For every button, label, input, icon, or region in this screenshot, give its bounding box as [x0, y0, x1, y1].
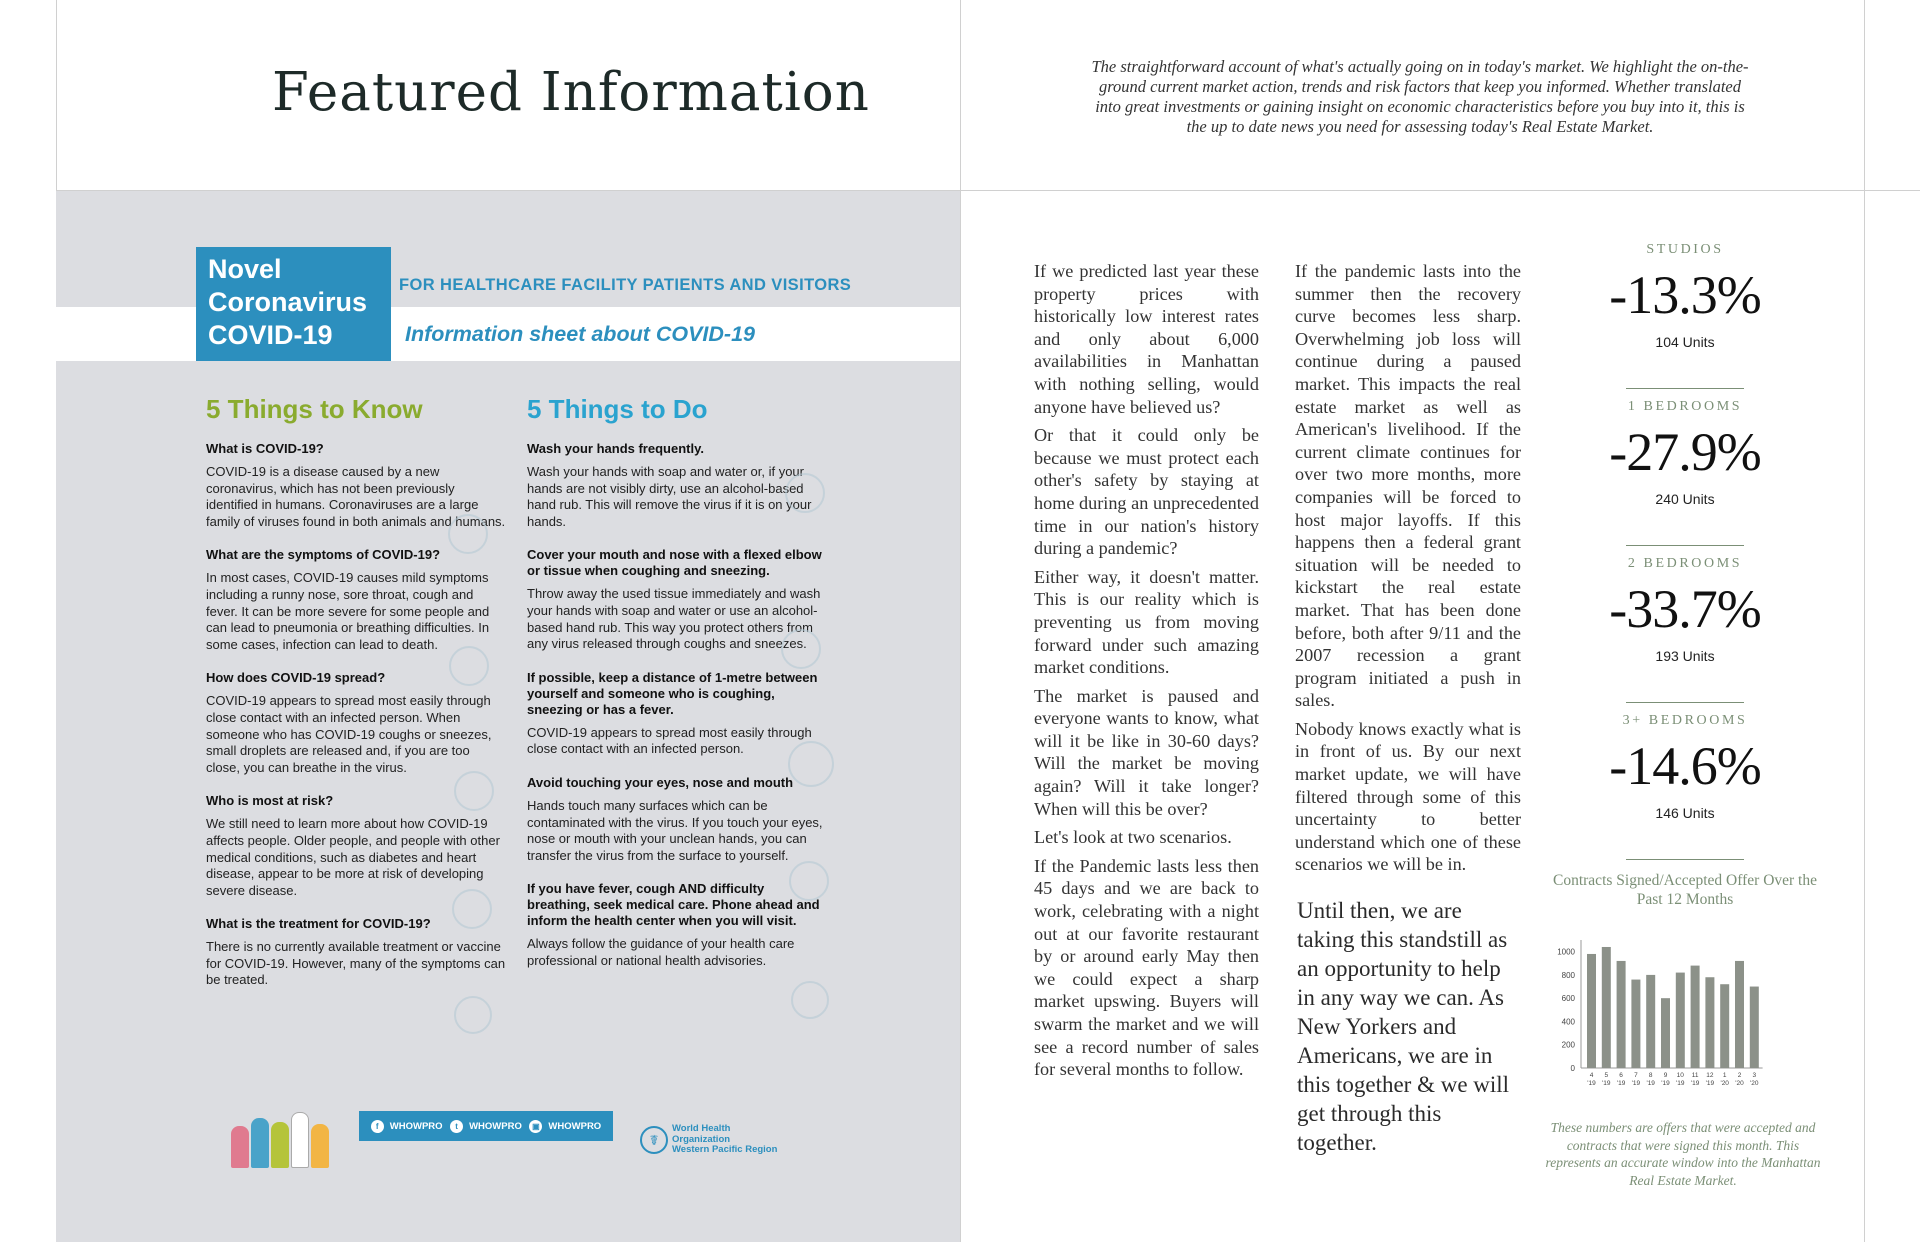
know-answer: There is no currently available treatment or vaccine for COVID-19. However, many of the symptoms can be treated. — [206, 939, 506, 988]
facebook-icon: f — [371, 1120, 384, 1133]
x-tick-year: '19 — [1705, 1080, 1715, 1087]
do-detail: Throw away the used tissue immediately and wash your hands with soap and water or use an alcohol-based hand rub. This way you protect others from any virus released through coughs and sneezes. — [527, 586, 821, 652]
do-heading: 5 Things to Do — [527, 394, 708, 424]
x-tick-month: 1 — [1722, 1072, 1727, 1079]
do-detail: Always follow the guidance of your health care professional or national health advisories. — [527, 936, 795, 968]
stat-studios — [1600, 238, 1770, 395]
person-figure — [251, 1118, 269, 1168]
stat-label: 1 BEDROOMS — [1627, 399, 1743, 414]
chart-bar — [1661, 998, 1670, 1068]
know-question: What are the symptoms of COVID-19? — [206, 547, 441, 563]
x-tick-month: 8 — [1648, 1072, 1653, 1079]
thermometer-icon — [449, 646, 489, 686]
know-answer: In most cases, COVID-19 causes mild symptoms including a runny nose, sore throat, cough and fever. It can be more severe for some people and can lead to pneumonia or breathing difficulties. In some cases, infection can lead to death. — [206, 570, 490, 652]
article-column-2 — [1295, 260, 1521, 882]
x-tick-year: '20 — [1750, 1080, 1759, 1087]
instagram-icon: ▣ — [529, 1120, 542, 1133]
stat-value: -27.9% — [1609, 422, 1761, 482]
who-region: Western Pacific Region — [672, 1144, 778, 1155]
x-tick-month: 2 — [1737, 1072, 1742, 1079]
article-paragraph: Or that it could only be because we must protect each other's safety by staying at home during an unprecedented time in our nation's history during a pandemic? — [1034, 425, 1259, 559]
stat-value: -14.6% — [1609, 736, 1761, 796]
y-tick-label: 600 — [1561, 994, 1575, 1004]
stat-divider — [1626, 702, 1744, 703]
social-bar — [359, 1111, 613, 1141]
do-detail: Hands touch many surfaces which can be contaminated with the virus. If you touch your eyes, nose or mouth with your unclean hands, you can transfer the virus from the surface to yourself. — [527, 797, 823, 863]
virus-icon — [448, 514, 488, 554]
flyer-title-line: Coronavirus — [208, 287, 368, 317]
x-tick-year: '19 — [1676, 1080, 1685, 1087]
person-figure — [291, 1112, 309, 1168]
stat-label: STUDIOS — [1646, 242, 1724, 257]
stat-2-bedrooms — [1600, 552, 1770, 709]
article-paragraph: If the Pandemic lasts less then 45 days and we are back to work, celebrating with a night out at our favorite restaurant by or around early May then we could expect a sharp market upswing. Buyers will swarm the market and we will see a record number of sales for several months to follow. — [1034, 855, 1259, 1080]
covid-flyer — [56, 191, 960, 1242]
know-question: How does COVID-19 spread? — [206, 670, 386, 686]
y-tick-label: 800 — [1561, 970, 1575, 980]
chart-bar — [1735, 961, 1744, 1068]
do-instruction: Cover your mouth and nose with a flexed elbow or tissue when coughing and sneezing. — [527, 547, 822, 579]
flyer-title-line: Novel — [208, 254, 282, 284]
y-tick-label: 400 — [1561, 1017, 1575, 1027]
x-tick-month: 5 — [1604, 1072, 1609, 1079]
stat-units: 240 Units — [1655, 491, 1715, 507]
x-tick-month: 11 — [1691, 1072, 1699, 1079]
article-paragraph: If we predicted last year these property prices with historically low interest rates and only about 6,000 availabilities in Manhattan with nothing selling, would anyone have believed us? — [1034, 261, 1259, 417]
who-emblem-icon: ☤ — [640, 1126, 668, 1154]
intro-text: The straightforward account of what's actually going on in today's market. We highlight the on-the-ground current market action, trends and risk factors that keep you informed. Whether translated into great investments or gaining insight on economic characteristics before you buy into it, this is the up to date news you need for assessing today's Real Estate Market. — [1091, 57, 1749, 136]
do-detail: Wash your hands with soap and water or, if your hands are not visibly dirty, use an alcohol-based hand rub. This will remove the virus if it is on your hands. — [527, 464, 812, 529]
article-paragraph: Let's look at two scenarios. — [1034, 827, 1232, 848]
article-column-1 — [1034, 260, 1259, 1087]
elderly-icon — [452, 889, 492, 929]
x-tick-year: '19 — [1616, 1080, 1626, 1087]
x-tick-year: '19 — [1631, 1080, 1641, 1087]
sneeze-icon — [781, 629, 821, 669]
stat-label: 2 BEDROOMS — [1627, 556, 1743, 571]
hand-wash-icon — [785, 473, 825, 513]
person-figure — [231, 1126, 249, 1168]
know-question: What is COVID-19? — [206, 441, 324, 456]
x-tick-month: 7 — [1634, 1072, 1638, 1079]
twitter-icon: t — [450, 1120, 463, 1133]
article-paragraph: Either way, it doesn't matter. This is our reality which is preventing us from moving forward under such amazing market conditions. — [1034, 566, 1259, 678]
right-page-edge — [1864, 0, 1865, 1242]
know-heading: 5 Things to Know — [206, 394, 423, 424]
x-tick-year: '19 — [1646, 1080, 1655, 1087]
do-instruction: Wash your hands frequently. — [527, 441, 704, 456]
x-tick-year: '19 — [1661, 1080, 1670, 1087]
stat-divider — [1626, 388, 1744, 389]
twitter-link[interactable] — [450, 1120, 522, 1133]
stat-units: 146 Units — [1655, 805, 1715, 821]
do-instruction: If possible, keep a distance of 1-metre between yourself and someone who is coughing, sneezing or has a fever. — [527, 669, 818, 717]
stat-1-bedrooms — [1600, 395, 1770, 552]
stat-units: 104 Units — [1655, 334, 1715, 350]
who-logo — [640, 1124, 777, 1156]
flyer-audience: FOR HEALTHCARE FACILITY PATIENTS AND VISITORS — [399, 276, 852, 294]
stat-units: 193 Units — [1655, 648, 1715, 664]
stat-divider — [1626, 545, 1744, 546]
know-question: Who is most at risk? — [206, 793, 334, 809]
x-tick-month: 4 — [1589, 1072, 1594, 1079]
social-handle: WHOWPRO — [548, 1120, 602, 1132]
article-paragraph: The market is paused and everyone wants to know, what will it be like in 30-60 days? Will the market be moving again? Will it take longer? When will this be over? — [1034, 685, 1259, 819]
x-tick-year: '19 — [1690, 1080, 1700, 1087]
flyer-title-line: COVID-19 — [208, 320, 333, 350]
article-paragraph: Nobody knows exactly what is in front of us. By our next market update, we will have filtered through some of this uncertainty to better understand which one of these scenarios we will be in. — [1295, 718, 1521, 875]
do-instruction: Avoid touching your eyes, nose and mouth — [527, 774, 794, 790]
stat-value: -33.7% — [1609, 579, 1761, 639]
stat-label: 3+ BEDROOMS — [1622, 713, 1748, 728]
x-tick-month: 10 — [1676, 1072, 1684, 1079]
medicine-icon — [454, 996, 492, 1034]
page-divider — [960, 0, 961, 1242]
doctor-icon — [791, 981, 829, 1019]
market-stats — [1600, 238, 1770, 866]
x-tick-year: '19 — [1602, 1080, 1611, 1087]
chart-note: These numbers are offers that were accepted and contracts that were signed this month. This represents an accurate window into the Manhattan Real Estate Market. — [1545, 1120, 1821, 1188]
who-name-line: Organization — [672, 1133, 731, 1145]
y-tick-label: 0 — [1570, 1064, 1575, 1073]
chart-bar — [1720, 984, 1729, 1068]
chart-bar — [1676, 973, 1685, 1068]
chart-bar — [1617, 961, 1626, 1068]
chart-bar — [1631, 980, 1640, 1068]
who-name-line: World Health — [672, 1123, 731, 1134]
face-icon — [789, 861, 829, 901]
person-figure — [271, 1122, 289, 1168]
closing-quote: Until then, we are taking this standstill as an opportunity to help in any way we can. As New Yorkers and Americans, we are in this together & we will get through this together. — [1297, 898, 1510, 1155]
flyer-subtitle: Information sheet about COVID-19 — [405, 322, 756, 346]
x-tick-month: 12 — [1706, 1072, 1714, 1079]
no-touch-icon — [454, 771, 494, 811]
chart-title: Contracts Signed/Accepted Offer Over the Past 12 Months — [1553, 872, 1817, 908]
x-tick-year: '20 — [1735, 1080, 1744, 1087]
know-question: What is the treatment for COVID-19? — [206, 916, 431, 932]
person-figure — [311, 1124, 329, 1168]
chart-bar — [1691, 966, 1700, 1068]
x-tick-year: '19 — [1587, 1080, 1596, 1087]
social-handle: WHOWPRO — [389, 1120, 443, 1132]
flyer-title-box — [196, 247, 391, 361]
know-answer: We still need to learn more about how COVID-19 affects people. Older people, and people with other medical conditions, such as diabetes and heart disease, appear to be more at risk of developing severe disease. — [206, 816, 500, 898]
know-answer: COVID-19 appears to spread most easily through close contact with an infected person. When someone who has COVID-19 coughs or sneezes, small droplets are released and, if you are too close, you can breathe in the virus. — [206, 693, 492, 775]
stat-divider — [1626, 859, 1744, 860]
instagram-link[interactable] — [529, 1120, 601, 1133]
people-illustration — [231, 1106, 346, 1168]
y-tick-label: 1000 — [1557, 947, 1575, 957]
do-detail: COVID-19 appears to spread most easily through close contact with an infected person. — [527, 724, 812, 757]
chart-bar — [1705, 977, 1714, 1068]
stat-3-plus-bedrooms — [1600, 709, 1770, 866]
facebook-link[interactable] — [371, 1120, 443, 1133]
do-instruction: If you have fever, cough AND difficulty breathing, seek medical care. Phone ahead and inform the health center when you will visit. — [527, 881, 820, 929]
distance-icon — [788, 741, 834, 787]
chart-bar — [1646, 975, 1655, 1068]
x-tick-month: 6 — [1619, 1072, 1623, 1079]
chart-bar — [1602, 947, 1611, 1068]
article-paragraph: If the pandemic lasts into the summer then the recovery curve becomes less sharp. Overwhelming job loss will continue during a paused market. This impacts the real estate market as well as American's livelihood. If the current climate continues for over two more months, more companies will be forced to host major layoffs. If this happens then a federal grant situation will be needed to kickstart the real estate market. That has been done before, both after 9/11 and the 2007 recession a grant program initiated a push in sales. — [1295, 261, 1521, 711]
social-handle: WHOWPRO — [469, 1120, 522, 1132]
chart-bar — [1587, 954, 1596, 1068]
x-tick-month: 3 — [1752, 1072, 1757, 1079]
y-tick-label: 200 — [1561, 1040, 1575, 1050]
stat-value: -13.3% — [1609, 265, 1761, 325]
contracts-bar-chart — [1545, 930, 1795, 1102]
things-to-do — [527, 394, 827, 987]
know-answer: COVID-19 is a disease caused by a new coronavirus, which has not been previously identified in humans. Coronaviruses are a large family of viruses found in both animals and humans. — [206, 464, 506, 529]
chart-bar — [1750, 987, 1759, 1068]
page-title: Featured Information — [272, 62, 870, 123]
x-tick-year: '20 — [1720, 1080, 1729, 1087]
x-tick-month: 9 — [1663, 1072, 1668, 1079]
